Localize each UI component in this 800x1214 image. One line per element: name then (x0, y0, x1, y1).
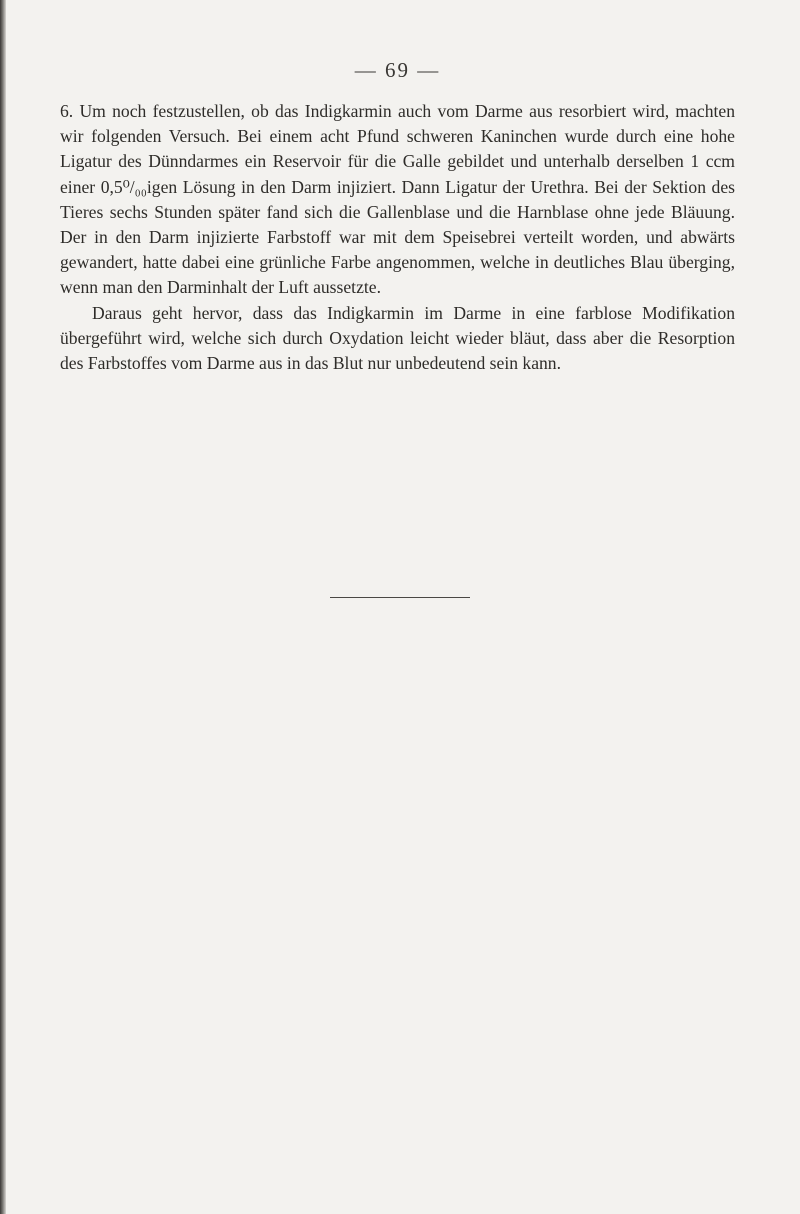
page-number: — 69 — (354, 58, 441, 82)
paragraph-experiment-6: 6. Um noch festzustellen, ob das Indigkarmin auch vom Darme aus resorbiert wird, machten wir folgenden Versuch. Bei einem acht Pfund schweren Kaninchen wurde durch eine hohe Ligatur des Dünndarmes ein Reservoir für die Galle gebildet und unterhalb derselben 1 ccm einer 0,5⁰/₀₀igen Lösung in den Darm injiziert. Dann Ligatur der Urethra. Bei der Sektion des Tieres sechs Stunden später fand sich die Gallenblase und die Harnblase ohne jede Bläuung. Der in den Darm injizierte Farbstoff war mit dem Speisebrei verteilt worden, und abwärts gewandert, hatte dabei eine grünliche Farbe angenommen, welche in deutliches Blau überging, wenn man den Darminhalt der Luft aussetzte. (60, 101, 735, 298)
page-binding-edge (0, 0, 6, 1214)
paragraph-conclusion: Daraus geht hervor, dass das Indigkarmin im Darme in eine farblose Modifikation übergeführt wird, welche sich durch Oxydation leicht wieder bläut, dass aber die Resorption des Farbstoffes vom Darme aus in das Blut nur unbedeutend sein kann. (60, 302, 735, 374)
document-page (60, 58, 735, 376)
footnote-separator-rule (330, 597, 470, 598)
